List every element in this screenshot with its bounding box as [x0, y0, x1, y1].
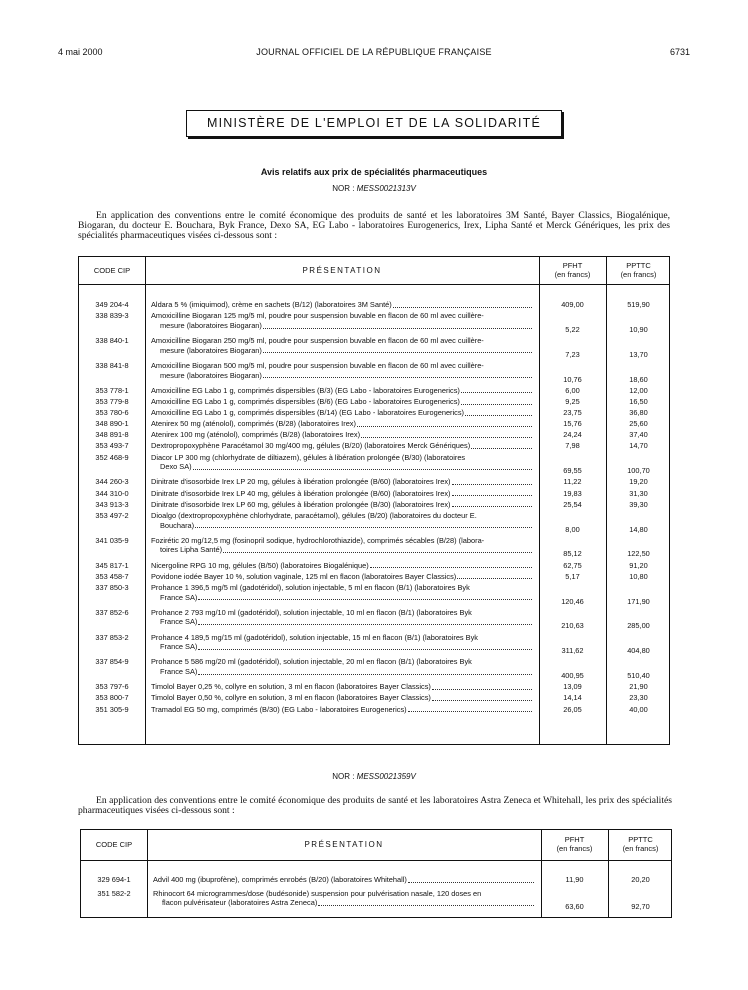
code-cip-cell: 338 840-1	[95, 336, 129, 345]
ppttc-cell: 13,70	[629, 349, 648, 359]
presentation-cell	[151, 419, 533, 429]
pfht-cell: 62,75	[563, 560, 582, 570]
table-row	[79, 632, 669, 656]
presentation-text: France SA)	[160, 642, 198, 652]
intro-paragraph-2: En application des conventions entre le comité économique des produits de santé et les laboratoires Astra Zeneca et Whitehall, les prix des spécialités pharmaceutiques visées ci-dessous sont :	[78, 795, 672, 816]
presentation-text: Fozirétic 20 mg/12,5 mg (fosinopril sodique, hydrochlorothiazide), comprimés sécables (B/28) (labora-	[151, 535, 485, 545]
ppttc-cell: 21,90	[629, 682, 648, 692]
presentation-line	[151, 617, 533, 627]
table-row	[79, 311, 669, 334]
presentation-line	[151, 408, 533, 418]
presentation-line	[151, 311, 533, 321]
presentation-text: Amoxicilline EG Labo 1 g, comprimés dispersibles (B/6) (EG Labo - laboratoires Eurogenerics)	[151, 396, 460, 406]
presentation-text: Amoxicilline Biogaran 250 mg/5 ml, poudre pour suspension buvable en flacon de 60 ml avec cuillère-	[151, 336, 484, 345]
pfht-cell: 15,76	[563, 419, 582, 429]
code-cip-cell: 348 891-8	[95, 430, 129, 440]
dot-leader	[193, 462, 532, 470]
ppttc-cell: 19,20	[629, 477, 648, 487]
table-row	[79, 693, 669, 703]
ppttc-cell: 31,30	[629, 488, 648, 498]
presentation-line	[151, 346, 533, 356]
presentation-text: Povidone iodée Bayer 10 %, solution vaginale, 125 ml en flacon (laboratoires Bayer Classics)	[151, 571, 457, 581]
nor-label: NOR :	[332, 184, 355, 193]
presentation-cell	[151, 572, 533, 582]
code-cip-cell: 344 310-0	[95, 488, 129, 498]
presentation-text: Aldara 5 % (imiquimod), crème en sachets (B/12) (laboratoires 3M Santé)	[151, 300, 392, 309]
code-cip-cell: 337 853-2	[95, 632, 129, 642]
code-cip-cell: 353 797-6	[95, 682, 129, 692]
header-date: 4 mai 2000	[58, 47, 103, 57]
ppttc-cell: 404,80	[627, 646, 650, 656]
presentation-text: Timolol Bayer 0,50 %, collyre en solution, 3 ml en flacon (laboratoires Bayer Classics)	[151, 693, 431, 703]
presentation-cell	[151, 693, 533, 703]
presentation-line	[151, 489, 533, 499]
presentation-text: Prohance 2 793 mg/10 ml (gadotéridol), solution injectable, 10 ml en flacon (B/1) (laboratoires Byk	[151, 607, 472, 617]
presentation-line	[151, 453, 533, 463]
pfht-cell: 311,62	[561, 646, 584, 656]
presentation-line	[151, 593, 533, 603]
pfht-cell: 63,60	[565, 902, 584, 912]
presentation-cell	[153, 889, 535, 908]
dot-leader	[198, 642, 532, 650]
pfht-cell: 11,90	[565, 875, 584, 884]
dot-leader	[198, 593, 532, 601]
table-row	[79, 535, 669, 559]
presentation-line	[151, 336, 533, 346]
presentation-cell	[151, 441, 533, 451]
presentation-line	[151, 682, 533, 692]
presentation-text: Diacor LP 300 mg (chlorhydrate de diltiazem), gélules à libération prolongée (B/30) (laboratoires	[151, 452, 466, 462]
dot-leader	[195, 521, 532, 529]
table-row	[79, 477, 669, 487]
presentation-cell	[151, 657, 533, 676]
code-cip-cell: 338 839-3	[95, 311, 129, 321]
presentation-cell	[151, 477, 533, 487]
pfht-cell: 5,17	[565, 571, 580, 581]
ppttc-cell: 16,50	[629, 396, 648, 406]
presentation-text: Amoxicilline EG Labo 1 g, comprimés dispersibles (B/14) (EG Labo - laboratoires Eurogenerics)	[151, 408, 465, 417]
pfht-cell: 69,55	[563, 466, 582, 476]
ppttc-cell: 10,80	[629, 571, 648, 581]
header-pfht-unit: (en francs)	[556, 844, 593, 853]
code-cip-cell: 349 204-4	[95, 300, 129, 309]
table-row	[79, 572, 669, 582]
header-page-number: 6731	[669, 47, 690, 57]
code-cip-cell: 337 852-6	[95, 607, 129, 617]
presentation-text: Atenirex 50 mg (aténolol), comprimés (B/28) (laboratoires Irex)	[151, 419, 356, 429]
presentation-cell	[151, 705, 533, 715]
presentation-line	[151, 397, 533, 407]
code-cip-cell: 353 493-7	[95, 441, 129, 451]
presentation-cell	[151, 561, 533, 571]
presentation-cell	[151, 386, 533, 396]
header-journal-title: JOURNAL OFFICIEL DE LA RÉPUBLIQUE FRANÇAISE	[256, 47, 492, 57]
presentation-line	[151, 583, 533, 593]
presentation-text: Dexo SA)	[160, 462, 192, 472]
code-cip-cell: 353 800-7	[95, 693, 129, 703]
dot-leader	[452, 489, 532, 497]
dot-leader	[408, 875, 534, 883]
price-table-2	[80, 829, 672, 918]
presentation-text: Amoxicilline Biogaran 125 mg/5 ml, poudre pour suspension buvable en flacon de 60 ml avec cuillère-	[151, 311, 484, 321]
pfht-cell: 11,22	[563, 477, 582, 487]
presentation-text: Bouchara)	[160, 520, 195, 530]
dot-leader	[408, 705, 532, 713]
presentation-text: France SA)	[160, 667, 198, 677]
table-row	[79, 500, 669, 510]
presentation-line	[153, 889, 535, 899]
ppttc-cell: 39,30	[629, 499, 648, 509]
presentation-text: Dinitrate d'isosorbide Irex LP 20 mg, gélules à libération prolongée (B/60) (laboratoires Irex)	[151, 477, 451, 487]
presentation-line	[151, 705, 533, 715]
code-cip-cell: 329 694-1	[97, 875, 131, 884]
presentation-text: Dextropropoxyphène Paracétamol 30 mg/400 mg, gélules (B/20) (laboratoires Merck Génériques)	[151, 441, 471, 451]
presentation-line	[151, 633, 533, 643]
presentation-cell	[151, 408, 533, 418]
pfht-cell: 26,05	[563, 704, 582, 714]
presentation-text: flacon pulvérisateur (laboratoires Astra Zeneca)	[162, 898, 318, 908]
code-cip-cell: 337 854-9	[95, 657, 129, 667]
ppttc-cell: 285,00	[627, 621, 650, 631]
pfht-cell: 210,63	[561, 621, 584, 631]
pfht-cell: 5,22	[565, 324, 580, 334]
presentation-cell	[151, 511, 533, 530]
presentation-text: Tramadol EG 50 mg, comprimés (B/30) (EG Labo - laboratoires Eurogenerics)	[151, 704, 407, 714]
presentation-line	[151, 657, 533, 667]
table-row	[79, 452, 669, 476]
header-presentation: PRÉSENTATION	[304, 840, 384, 849]
header-pfht-label: PFHT	[564, 835, 585, 844]
header-pfht	[539, 261, 606, 279]
dot-leader	[471, 441, 532, 449]
presentation-text: Prohance 1 396,5 mg/5 ml (gadotéridol), solution injectable, 5 ml en flacon (B/1) (laboratoires Byk	[151, 582, 470, 592]
presentation-line	[151, 361, 533, 371]
ppttc-cell: 100,70	[627, 466, 650, 476]
table-row	[79, 682, 669, 692]
presentation-cell	[153, 875, 535, 885]
table-row	[79, 607, 669, 631]
dot-leader	[318, 898, 534, 906]
code-cip-cell: 353 779-8	[95, 396, 129, 406]
presentation-line	[151, 321, 533, 331]
table-row	[79, 441, 669, 451]
code-cip-cell: 338 841-8	[95, 360, 129, 370]
pfht-cell: 8,00	[565, 524, 580, 534]
ppttc-cell: 20,20	[631, 875, 650, 884]
code-cip-cell: 351 582-2	[97, 888, 131, 898]
dot-leader	[452, 500, 532, 508]
presentation-cell	[151, 430, 533, 440]
presentation-cell	[151, 633, 533, 652]
dot-leader	[223, 545, 532, 553]
dot-leader	[432, 693, 532, 701]
dot-leader	[461, 397, 532, 405]
notice-title: Avis relatifs aux prix de spécialités pharmaceutiques	[260, 167, 488, 177]
dot-leader	[357, 419, 532, 427]
pfht-cell: 24,24	[563, 430, 582, 440]
presentation-cell	[151, 608, 533, 627]
code-cip-cell: 353 497-2	[95, 510, 129, 520]
code-cip-cell: 348 890-1	[95, 419, 129, 429]
presentation-cell	[151, 300, 533, 310]
dot-leader	[452, 477, 532, 485]
presentation-line	[151, 521, 533, 531]
dot-leader	[432, 682, 532, 690]
presentation-text: mesure (laboratoires Biogaran)	[160, 370, 262, 380]
dot-leader	[263, 371, 532, 379]
table-row	[79, 705, 669, 715]
presentation-text: Prohance 4 189,5 mg/15 ml (gadotéridol), solution injectable, 15 ml en flacon (B/1) (laboratoires Byk	[151, 632, 479, 642]
presentation-line	[151, 572, 533, 582]
nor-reference-2	[0, 772, 748, 781]
ppttc-cell: 519,90	[627, 300, 650, 309]
presentation-line	[151, 386, 533, 396]
code-cip-cell: 343 913-3	[95, 499, 129, 509]
pfht-cell: 13,09	[563, 682, 582, 692]
presentation-text: Prohance 5 586 mg/20 ml (gadotéridol), solution injectable, 20 ml en flacon (B/1) (laboratoires Byk	[151, 657, 472, 667]
presentation-cell	[151, 311, 533, 330]
presentation-cell	[151, 361, 533, 380]
table-row	[79, 510, 669, 534]
presentation-line	[151, 511, 533, 521]
presentation-line	[151, 500, 533, 510]
ppttc-cell: 171,90	[627, 596, 650, 606]
presentation-text: Nicergoline RPG 10 mg, gélules (B/50) (laboratoires Biogalénique)	[151, 560, 369, 570]
table-row	[79, 657, 669, 681]
header-ppttc-label: PPTTC	[626, 261, 651, 270]
pfht-cell: 9,25	[565, 396, 580, 406]
pfht-cell: 120,46	[561, 596, 584, 606]
presentation-text: Dioalgo (dextropropoxyphène chlorhydrate, paracétamol), gélules (B/20) (laboratoires du docteur E.	[151, 510, 477, 520]
table-row	[79, 300, 669, 310]
presentation-cell	[151, 336, 533, 355]
presentation-line	[151, 430, 533, 440]
ppttc-cell: 12,00	[629, 385, 648, 395]
ppttc-cell: 25,60	[629, 419, 648, 429]
presentation-line	[151, 441, 533, 451]
presentation-line	[151, 462, 533, 472]
presentation-text: mesure (laboratoires Biogaran)	[160, 345, 262, 355]
code-cip-cell: 353 458-7	[95, 571, 129, 581]
table-row	[79, 336, 669, 359]
presentation-line	[153, 898, 535, 908]
presentation-text: Dinitrate d'isosorbide Irex LP 60 mg, gélules à libération prolongée (B/30) (laboratoires Irex)	[151, 499, 451, 509]
presentation-line	[153, 875, 535, 885]
header-ppttc-label: PPTTC	[628, 835, 653, 844]
code-cip-cell: 352 468-9	[95, 452, 129, 462]
table-row	[79, 430, 669, 440]
presentation-cell	[151, 536, 533, 555]
presentation-text: Dinitrate d'isosorbide Irex LP 40 mg, gélules à libération prolongée (B/60) (laboratoires Irex)	[151, 488, 451, 498]
presentation-text: mesure (laboratoires Biogaran)	[160, 320, 262, 330]
table-row	[79, 408, 669, 418]
pfht-cell: 25,54	[563, 499, 582, 509]
presentation-line	[151, 300, 533, 310]
presentation-line	[151, 642, 533, 652]
header-pfht-unit: (en francs)	[554, 270, 591, 279]
code-cip-cell: 353 780-6	[95, 408, 129, 417]
intro-paragraph-1: En application des conventions entre le comité économique des produits de santé et les laboratoires 3M Santé, Bayer Classics, Biogalénique, Biogaran, du docteur E. Bouchara, Byk France, Dexo SA, EG Labo - laboratoires Eurogenerics, Irex, Lipha Santé et Merck Génériques, les prix des spécialités pharmaceutiques visées ci-dessous sont :	[78, 210, 670, 241]
code-cip-cell: 341 035-9	[95, 535, 129, 545]
dot-leader	[465, 408, 532, 416]
dot-leader	[263, 346, 532, 354]
pfht-cell: 409,00	[561, 300, 584, 309]
ppttc-cell: 18,60	[629, 374, 648, 384]
presentation-text: toires Lipha Santé)	[160, 545, 223, 555]
presentation-line	[151, 419, 533, 429]
pfht-cell: 23,75	[563, 408, 582, 417]
table-row	[81, 875, 671, 885]
dot-leader	[263, 321, 532, 329]
table-row	[79, 582, 669, 606]
presentation-line	[151, 477, 533, 487]
ministry-banner: MINISTÈRE DE L'EMPLOI ET DE LA SOLIDARITÉ	[186, 110, 562, 137]
presentation-cell	[151, 583, 533, 602]
presentation-cell	[151, 489, 533, 499]
presentation-line	[151, 667, 533, 677]
pfht-cell: 7,23	[565, 349, 580, 359]
header-divider	[81, 860, 671, 861]
table-row	[79, 397, 669, 407]
table-row	[79, 419, 669, 429]
dot-leader	[393, 300, 532, 308]
code-cip-cell: 337 850-3	[95, 582, 129, 592]
presentation-text: Rhinocort 64 microgrammes/dose (budésonide) suspension pour pulvérisation nasale, 120 doses en	[153, 888, 482, 898]
dot-leader	[461, 386, 532, 394]
dot-leader	[361, 430, 532, 438]
presentation-cell	[151, 453, 533, 472]
presentation-line	[151, 536, 533, 546]
header-code-cip: CODE CIP	[93, 266, 131, 275]
presentation-line	[151, 608, 533, 618]
header-code-cip: CODE CIP	[95, 840, 133, 849]
table-row	[79, 360, 669, 384]
code-cip-cell: 353 778-1	[95, 385, 129, 395]
pfht-cell: 19,83	[563, 488, 582, 498]
dot-leader	[370, 561, 532, 569]
header-presentation: PRÉSENTATION	[302, 266, 382, 275]
code-cip-cell: 345 817-1	[95, 560, 129, 570]
presentation-text: Atenirex 100 mg (aténolol), comprimés (B/28) (laboratoires Irex)	[151, 430, 361, 440]
header-ppttc-unit: (en francs)	[620, 270, 657, 279]
code-cip-cell: 344 260-3	[95, 477, 129, 487]
presentation-text: France SA)	[160, 592, 198, 602]
presentation-text: France SA)	[160, 617, 198, 627]
dot-leader	[457, 572, 532, 580]
code-cip-cell: 351 305-9	[95, 704, 129, 714]
nor-reference-1	[0, 184, 748, 193]
pfht-cell: 85,12	[563, 549, 582, 559]
dot-leader	[198, 617, 532, 625]
header-ppttc	[608, 835, 673, 853]
ppttc-cell: 510,40	[627, 671, 650, 681]
pfht-cell: 7,98	[565, 441, 580, 451]
presentation-cell	[151, 500, 533, 510]
header-ppttc-unit: (en francs)	[622, 844, 659, 853]
nor-label: NOR :	[332, 772, 355, 781]
presentation-cell	[151, 682, 533, 692]
presentation-line	[151, 545, 533, 555]
ppttc-cell: 10,90	[629, 324, 648, 334]
table-row	[81, 888, 671, 912]
presentation-cell	[151, 397, 533, 407]
presentation-line	[151, 561, 533, 571]
pfht-cell: 10,76	[563, 374, 582, 384]
nor-code: MESS0021359V	[356, 772, 416, 781]
header-divider	[79, 284, 669, 285]
table-row	[79, 386, 669, 396]
dot-leader	[198, 667, 532, 675]
header-ppttc	[606, 261, 671, 279]
table-row	[79, 561, 669, 571]
pfht-cell: 14,14	[563, 693, 582, 703]
presentation-text: Timolol Bayer 0,25 %, collyre en solution, 3 ml en flacon (laboratoires Bayer Classics)	[151, 682, 431, 692]
nor-code: MESS0021313V	[356, 184, 416, 193]
header-pfht	[541, 835, 608, 853]
ppttc-cell: 91,20	[629, 560, 648, 570]
price-table-1	[78, 256, 670, 745]
ppttc-cell: 40,00	[629, 704, 648, 714]
ppttc-cell: 14,80	[629, 524, 648, 534]
presentation-text: Amoxicilline EG Labo 1 g, comprimés dispersibles (B/3) (EG Labo - laboratoires Eurogenerics)	[151, 385, 460, 395]
ppttc-cell: 23,30	[629, 693, 648, 703]
header-pfht-label: PFHT	[562, 261, 583, 270]
ppttc-cell: 14,70	[629, 441, 648, 451]
ppttc-cell: 92,70	[631, 902, 650, 912]
ppttc-cell: 36,80	[629, 408, 648, 417]
pfht-cell: 400,95	[561, 671, 584, 681]
ppttc-cell: 122,50	[627, 549, 650, 559]
pfht-cell: 6,00	[565, 385, 580, 395]
presentation-line	[151, 371, 533, 381]
table-row	[79, 489, 669, 499]
presentation-text: Amoxicilline Biogaran 500 mg/5 ml, poudre pour suspension buvable en flacon de 60 ml avec cuillère-	[151, 360, 484, 370]
presentation-line	[151, 693, 533, 703]
ppttc-cell: 37,40	[629, 430, 648, 440]
presentation-text: Advil 400 mg (ibuprofène), comprimés enrobés (B/20) (laboratoires Whitehall)	[153, 875, 407, 884]
